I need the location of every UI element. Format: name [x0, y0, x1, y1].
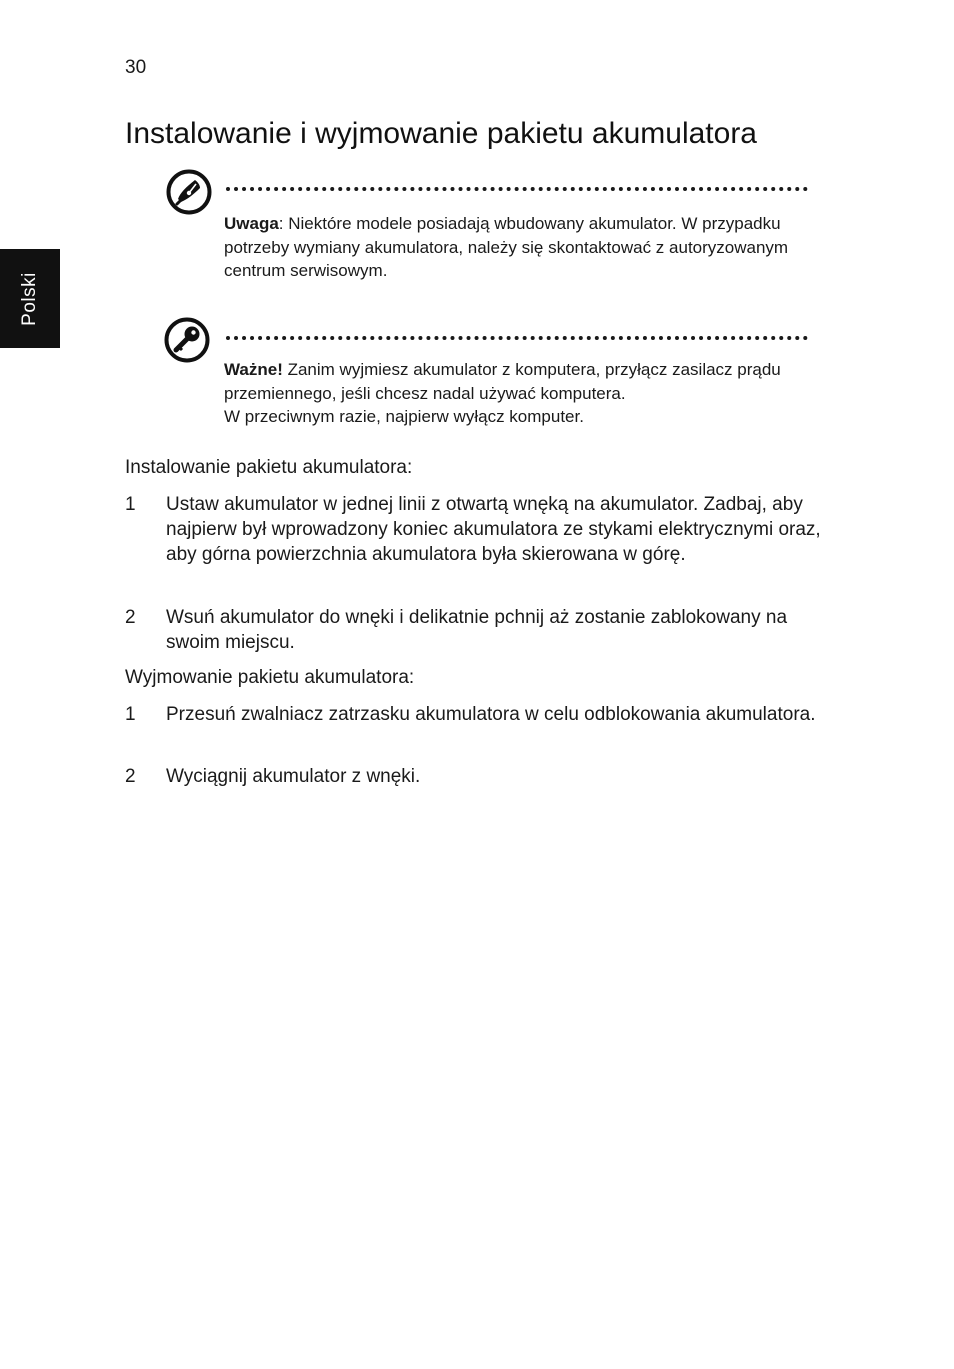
important-divider	[226, 336, 808, 340]
install-step-text: Wsuń akumulator do wnęki i delikatnie pchnij aż zostanie zablokowany na swoim miejscu.	[166, 607, 788, 653]
important-key-icon	[164, 317, 210, 363]
language-side-tab-label: Polski	[19, 271, 40, 326]
remove-step-number: 2	[125, 766, 136, 787]
note-pen-icon	[166, 169, 212, 215]
install-step-number: 1	[125, 494, 136, 515]
important-line-2: W przeciwnym razie, najpierw wyłącz komputer.	[224, 407, 584, 426]
remove-step-number: 1	[125, 704, 136, 725]
important-text	[224, 358, 814, 429]
important-line-1	[224, 358, 814, 405]
remove-step-text: Wyciągnij akumulator z wnęki.	[166, 766, 421, 787]
important-label: Ważne!	[224, 360, 283, 379]
install-step-text: Ustaw akumulator w jednej linii z otwartą wnęką na akumulator. Zadbaj, aby najpierw był wprowadzony koniec akumulatora ze stykami elektrycznymi oraz, aby górna powierzchnia akumulatora była skierowana w górę.	[166, 494, 821, 565]
language-side-tab	[0, 249, 60, 348]
remove-step-text: Przesuń zwalniacz zatrzasku akumulatora w celu odblokowania akumulatora.	[166, 704, 816, 725]
install-heading: Instalowanie pakietu akumulatora:	[125, 457, 413, 478]
page-number: 30	[125, 57, 147, 78]
note-body: : Niektóre modele posiadają wbudowany akumulator. W przypadku potrzeby wymiany akumulatora, należy się skontaktować z autoryzowanym centrum serwisowym.	[224, 214, 789, 280]
note-text	[224, 212, 814, 283]
note-divider	[226, 187, 808, 191]
remove-heading: Wyjmowanie pakietu akumulatora:	[125, 667, 415, 688]
note-label: Uwaga	[224, 214, 279, 233]
page-title: Instalowanie i wyjmowanie pakietu akumulatora	[125, 117, 757, 150]
install-step-number: 2	[125, 607, 136, 628]
important-body: Zanim wyjmiesz akumulator z komputera, przyłącz zasilacz prądu przemiennego, jeśli chcesz nadal używać komputera.	[224, 360, 781, 403]
